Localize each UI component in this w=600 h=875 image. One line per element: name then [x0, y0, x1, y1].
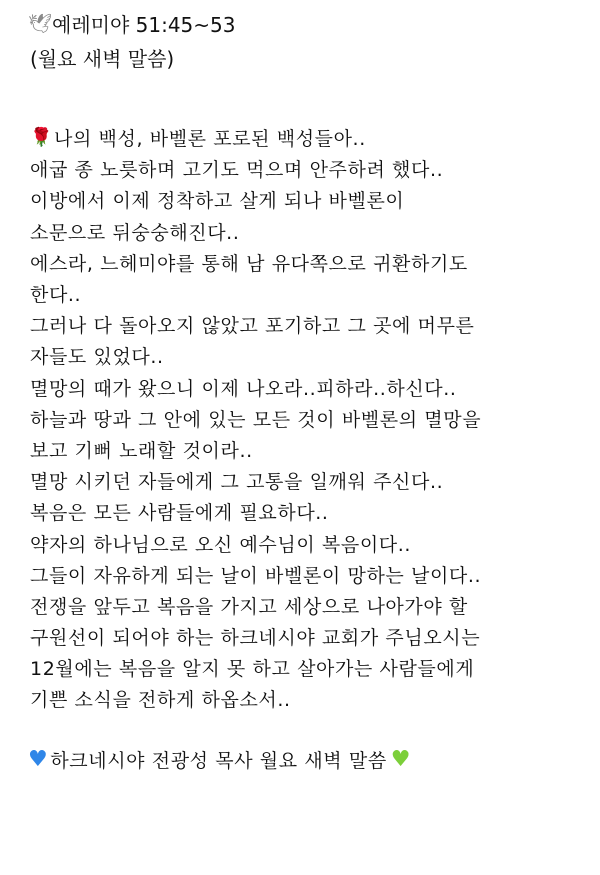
body-line-14: 약자의 하나님으로 오신 예수님이 복음이다.. [30, 533, 412, 556]
body-line-16: 전쟁을 앞두고 복음을 가지고 세상으로 나아가야 할 [30, 595, 468, 618]
body-line-5: 에스라, 느헤미야를 통해 남 유다쪽으로 귀환하기도 [30, 252, 468, 275]
page-subtitle: (월요 새벽 말씀) [30, 46, 175, 71]
dove-icon: 🕊 [28, 12, 53, 35]
spacer [30, 74, 592, 122]
body-line-17: 구원선이 되어야 하는 하크네시야 교회가 주님오시는 [30, 627, 481, 650]
spacer [30, 715, 592, 743]
body-line-15: 그들이 자유하게 되는 날이 바벨론이 망하는 날이다.. [30, 564, 482, 587]
header [30, 6, 592, 40]
footer [30, 743, 592, 777]
page-title: 예레미야 51:45~53 [52, 12, 236, 37]
body-line-10: 하늘과 땅과 그 안에 있는 모든 것이 바벨론의 멸망을 [30, 408, 482, 431]
sermon-body [30, 122, 592, 715]
body-line-8: 자들도 있었다.. [30, 346, 164, 369]
body-line-19: 기쁜 소식을 전하게 하옵소서.. [30, 689, 291, 712]
body-line-9: 멸망의 때가 왔으니 이제 나오라..피하라..하신다.. [30, 377, 457, 400]
rose-icon: 🌹 [30, 127, 54, 149]
blue-heart-icon: ♥ [28, 746, 49, 772]
body-line-3: 이방에서 이제 정착하고 살게 되나 바벨론이 [30, 190, 405, 213]
body-line-1 [30, 122, 592, 153]
body-line-18: 12월에는 복음을 알지 못 하고 살아가는 사람들에게 [30, 658, 475, 681]
green-heart-icon: ♥ [390, 746, 412, 772]
body-line-13: 복음은 모든 사람들에게 필요하다.. [30, 502, 329, 525]
body-line-12: 멸망 시키던 자들에게 그 고통을 일깨워 주신다.. [30, 471, 444, 494]
body-line-4: 소문으로 뒤숭숭해진다.. [30, 221, 240, 244]
body-line-6: 한다.. [30, 284, 82, 307]
body-line-text: 나의 백성, 바벨론 포로된 백성들아.. [54, 128, 366, 151]
body-line-2: 애굽 종 노릇하며 고기도 먹으며 안주하려 했다.. [30, 159, 444, 182]
footer-text: 하크네시야 전광성 목사 월요 새벽 말씀 [50, 750, 387, 773]
body-line-7: 그러나 다 돌아오지 않았고 포기하고 그 곳에 머무른 [30, 315, 475, 338]
body-line-11: 보고 기뻐 노래할 것이라.. [30, 439, 253, 462]
